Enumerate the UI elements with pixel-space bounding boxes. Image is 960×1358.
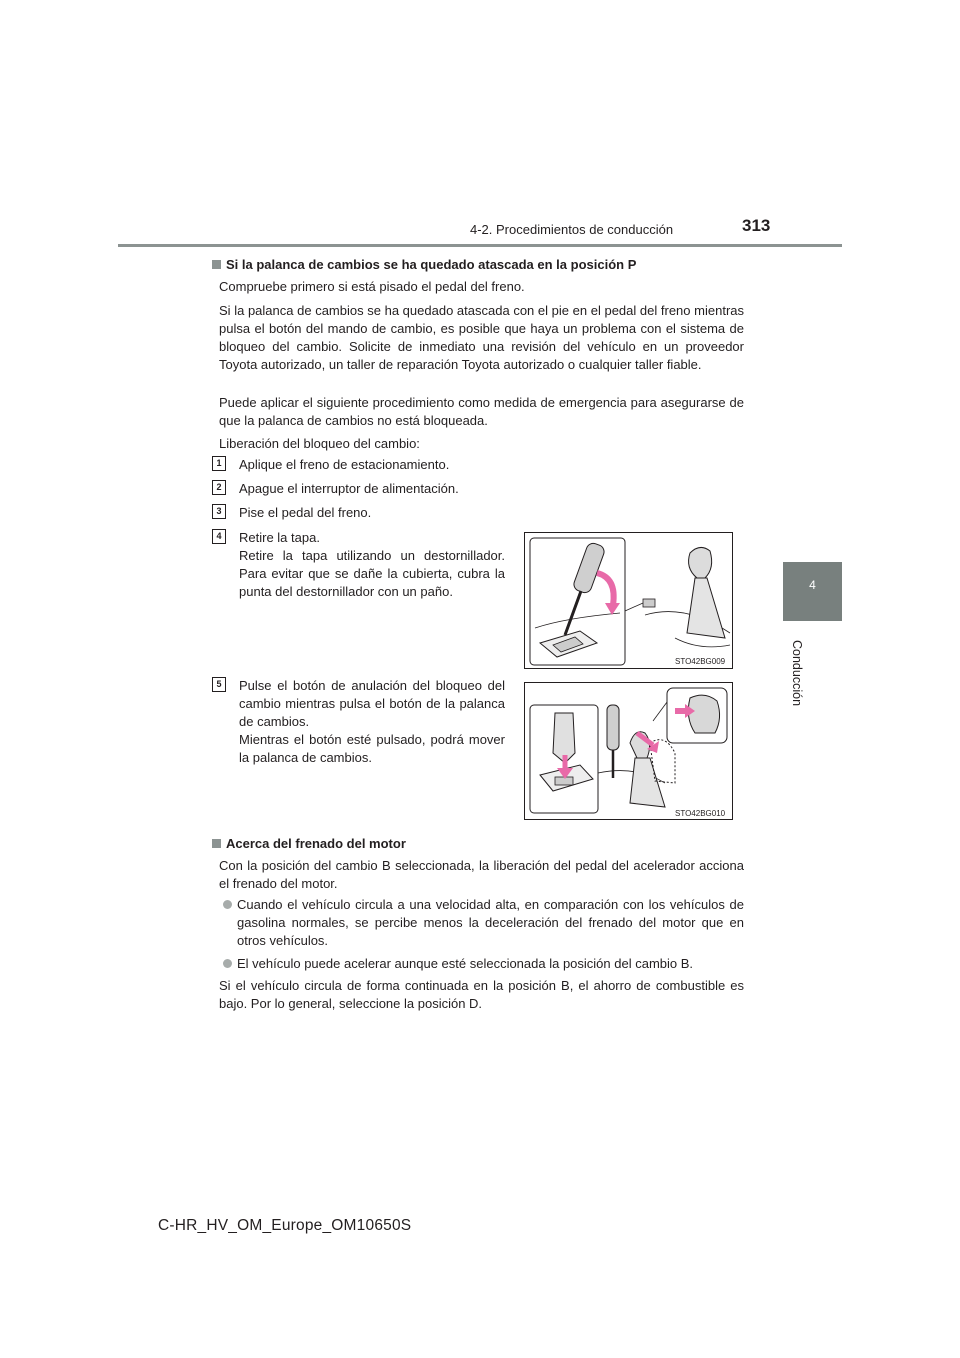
- paragraph: Si el vehículo circula de forma continuada en la posición B, el ahorro de combustible es bajo. Por lo general, seleccione la posición D.: [219, 978, 744, 1011]
- section-heading-engine-brake: Acerca del frenado del motor: [212, 835, 744, 853]
- step-line: Retire la tapa utilizando un destornillador. Para evitar que se dañe la cubierta, cubra la punta del destornillador con un paño.: [239, 548, 505, 599]
- bullet-dot-icon: [223, 959, 232, 968]
- document-id: C-HR_HV_OM_Europe_OM10650S: [158, 1217, 412, 1234]
- paragraph: Si la palanca de cambios se ha quedado atascada con el pie en el pedal del freno mientras pulsa el botón del mando de cambio, es posible que haya un problema con el sistema de bloqueo del cambio. Solicite de inmediato una revisión del vehículo en un proveedor Toyota autorizado, un taller de reparación Toyota autorizado o cualquier taller fiable.: [219, 303, 744, 372]
- step-text: [239, 529, 505, 601]
- figure-shift-lock-release: [524, 682, 733, 820]
- bullet-item: Cuando el vehículo circula a una velocidad alta, en comparación con los vehículos de gasolina normales, se percibe menos la deceleración del frenado del motor que en otros vehículos.: [223, 896, 744, 950]
- bullet-item: El vehículo puede acelerar aunque esté seleccionada la posición del cambio B.: [223, 955, 744, 973]
- step-line: Retire la tapa.: [239, 530, 320, 545]
- paragraph: Compruebe primero si está pisado el pedal del freno.: [219, 279, 525, 294]
- paragraph: Liberación del bloqueo del cambio:: [219, 436, 420, 451]
- square-bullet-icon: [212, 839, 221, 848]
- chapter-number: 4: [809, 578, 816, 592]
- paragraph: Puede aplicar el siguiente procedimiento como medida de emergencia para asegurarse de que la palanca de cambios no está bloqueada.: [219, 395, 744, 428]
- step-number: 5: [212, 677, 226, 692]
- step-line: Pulse el botón de anulación del bloqueo del cambio mientras pulsa el botón de la palanca de cambios.: [239, 678, 505, 729]
- header-rule: [118, 244, 842, 247]
- step-text: Aplique el freno de estacionamiento.: [239, 457, 450, 472]
- step-number: 1: [212, 456, 226, 471]
- step-number: 4: [212, 529, 226, 544]
- shift-lock-illustration: [525, 683, 732, 819]
- square-bullet-icon: [212, 260, 221, 269]
- step-line: Mientras el botón esté pulsado, podrá mover la palanca de cambios.: [239, 732, 505, 765]
- step-text: Apague el interruptor de alimentación.: [239, 481, 459, 496]
- section-title: 4-2. Procedimientos de conducción: [470, 222, 674, 237]
- chapter-label: Conducción: [790, 640, 804, 707]
- remove-cover-illustration: [525, 533, 732, 668]
- step-text: [239, 677, 505, 767]
- figure-remove-cover: [524, 532, 733, 669]
- page-number: 313: [742, 216, 771, 235]
- step-text: Pise el pedal del freno.: [239, 505, 372, 520]
- step-number: 3: [212, 504, 226, 519]
- figure-code: STO42BG009: [675, 657, 726, 666]
- bullet-dot-icon: [223, 900, 232, 909]
- step-number: 2: [212, 480, 226, 495]
- section-heading-stuck: Si la palanca de cambios se ha quedado atascada en la posición P: [212, 256, 744, 274]
- paragraph: Con la posición del cambio B seleccionada, la liberación del pedal del acelerador acciona el frenado del motor.: [219, 858, 744, 891]
- figure-code: STO42BG010: [675, 809, 726, 818]
